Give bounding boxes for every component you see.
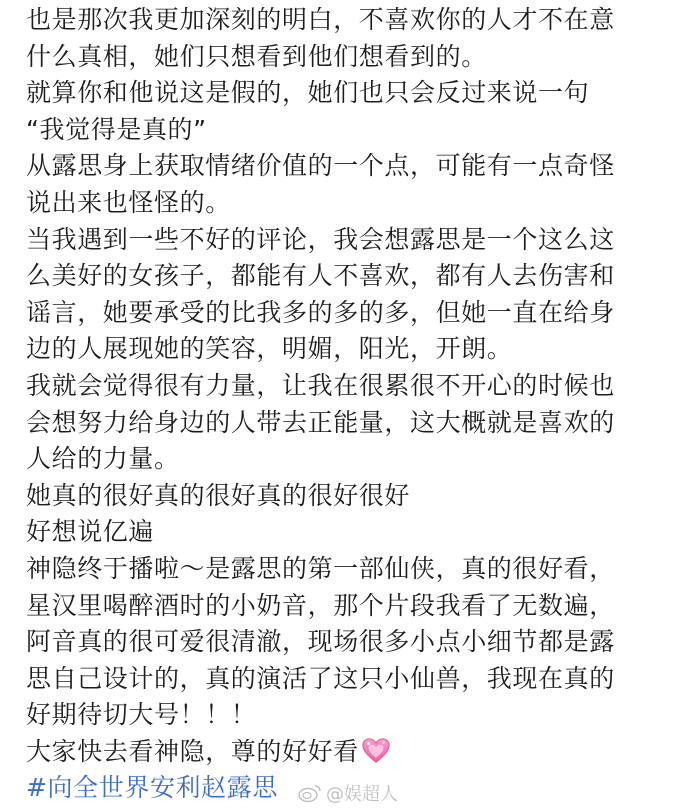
post-line: 会想努力给身边的人带去正能量，这大概就是喜欢的 bbox=[26, 407, 615, 437]
post-line: 我就会觉得很有力量，让我在很累很不开心的时候也 bbox=[26, 370, 615, 400]
post-line: 阿音真的很可爱很清澈，现场很多小点小细节都是露 bbox=[26, 627, 615, 657]
post-line: 好期待切大号！！！ bbox=[26, 700, 257, 730]
post-line: 谣言，她要承受的比我多的多的多，但她一直在给身 bbox=[26, 297, 615, 327]
sparkling-heart-icon bbox=[361, 736, 391, 766]
post-line: 就算你和他说这是假的，她们也只会反过来说一句 bbox=[26, 78, 590, 108]
post-line: 神隐终于播啦～是露思的第一部仙侠，真的很好看， bbox=[26, 553, 615, 583]
post-body bbox=[26, 0, 676, 807]
watermark bbox=[298, 780, 398, 806]
post-line-text: 大家快去看神隐，尊的好好看 bbox=[26, 736, 359, 766]
post-line: 什么真相，她们只想看到他们想看到的。 bbox=[26, 41, 487, 71]
post-line: 当我遇到一些不好的评论，我会想露思是一个这么这 bbox=[26, 224, 615, 254]
post-line: 好想说亿遍 bbox=[26, 517, 155, 547]
post-line: 说出来也怪怪的。 bbox=[26, 187, 231, 217]
post-line: 人给的力量。 bbox=[26, 444, 180, 474]
watermark-text: @娱超人 bbox=[326, 784, 398, 805]
hashtag-link[interactable]: #向全世界安利赵露思 bbox=[26, 773, 278, 803]
post-line: 星汉里喝醉酒时的小奶音，那个片段我看了无数遍， bbox=[26, 590, 615, 620]
post-line: 思自己设计的，真的演活了这只小仙兽，我现在真的 bbox=[26, 663, 615, 693]
post-line: 也是那次我更加深刻的明白，不喜欢你的人才不在意 bbox=[26, 5, 615, 34]
post-line: 边的人展现她的笑容，明媚，阳光，开朗。 bbox=[26, 334, 513, 364]
post-line: 她真的很好真的很好真的很好很好 bbox=[26, 480, 411, 510]
post-line: 么美好的女孩子，都能有人不喜欢，都有人去伤害和 bbox=[26, 261, 615, 291]
post-line: “我觉得是真的” bbox=[26, 114, 207, 144]
post-line: 从露思身上获取情绪价值的一个点，可能有一点奇怪 bbox=[26, 151, 615, 181]
post-line-with-emoji bbox=[26, 734, 676, 771]
weibo-logo-icon bbox=[298, 783, 322, 803]
